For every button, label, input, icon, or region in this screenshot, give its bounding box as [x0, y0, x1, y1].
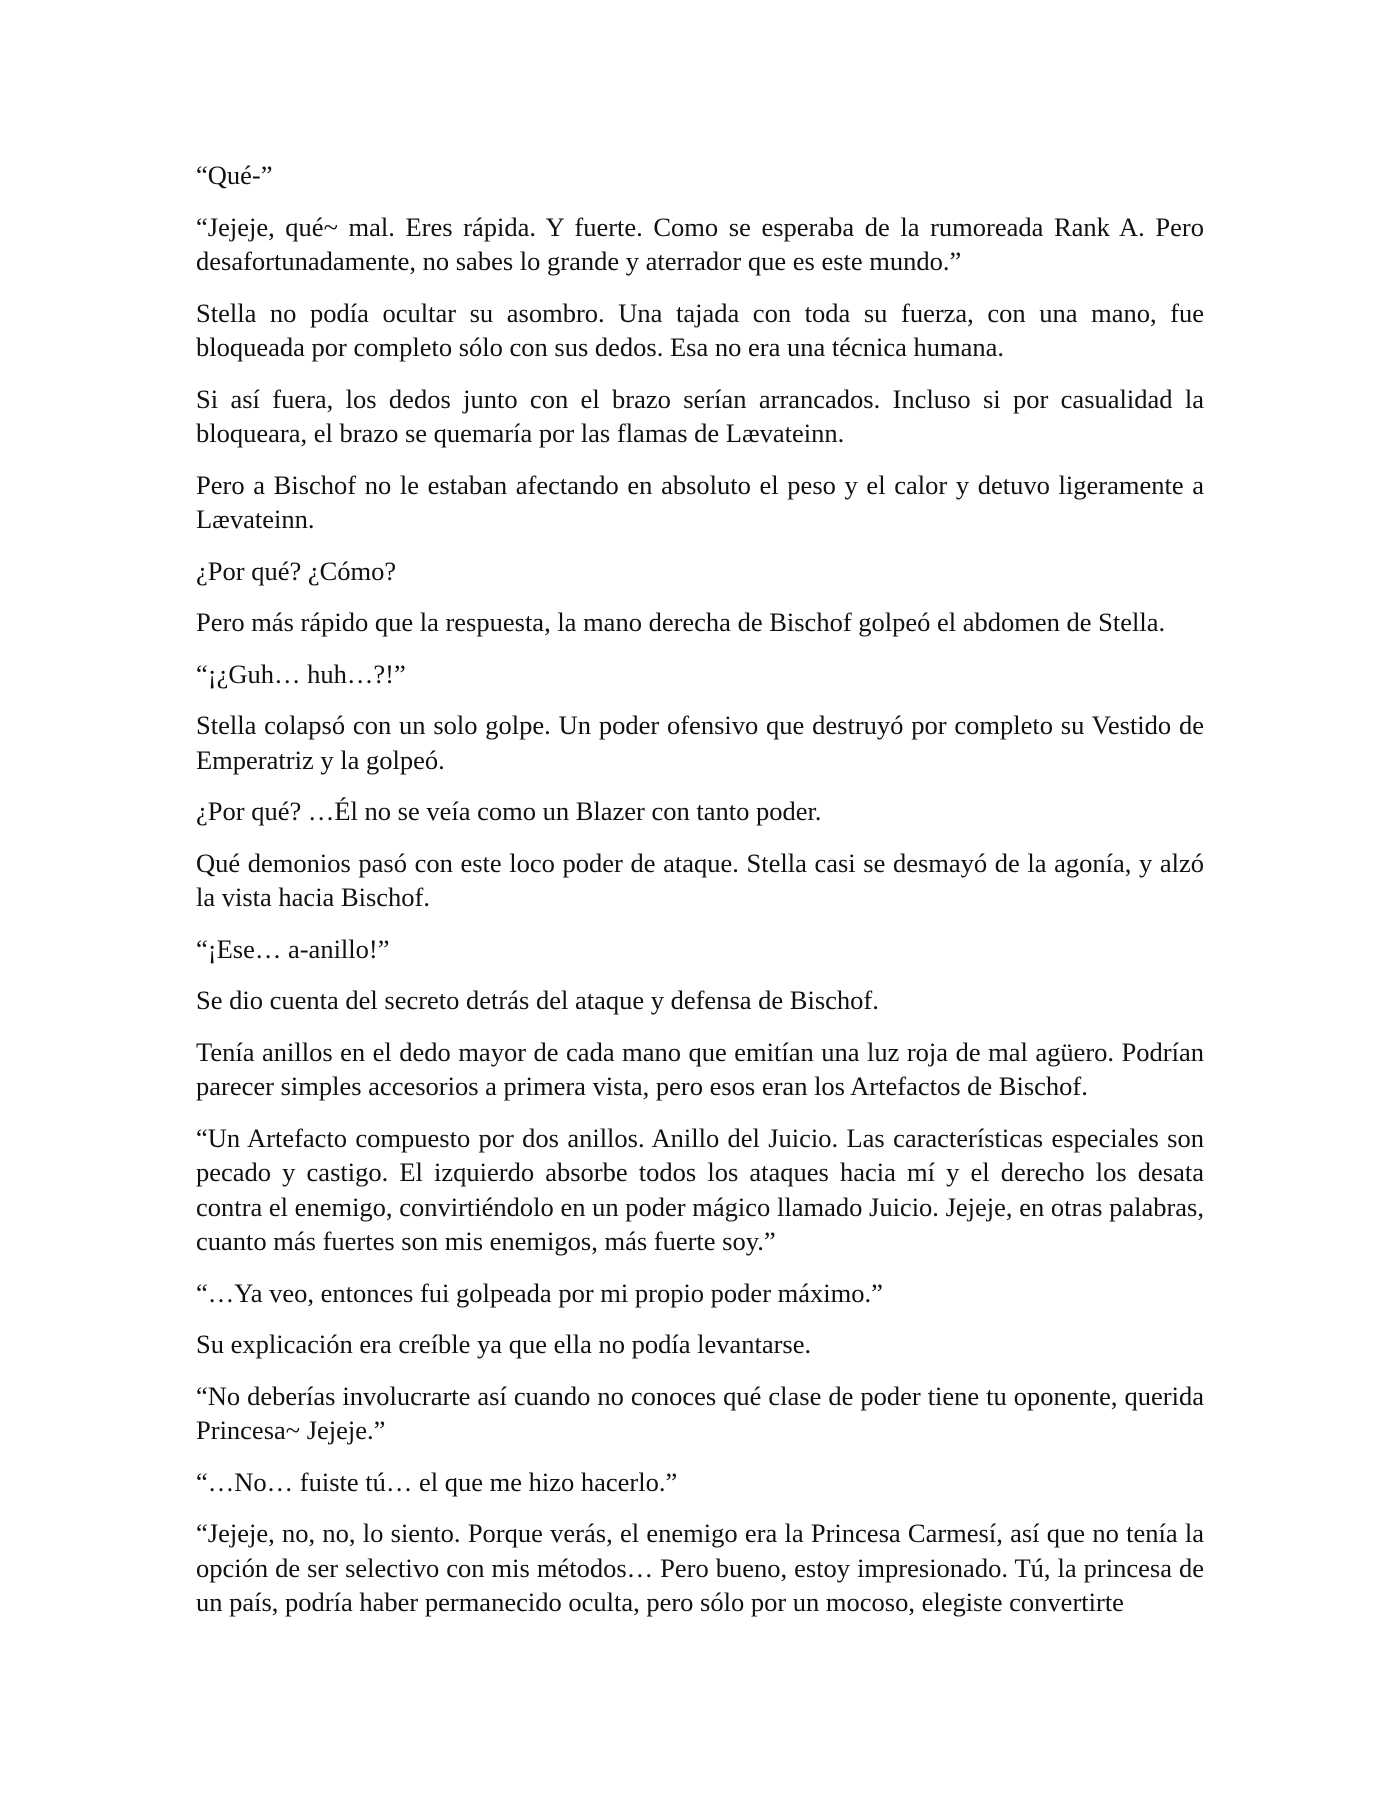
paragraph: “¡Ese… a-anillo!” [196, 933, 390, 964]
paragraph: Qué demonios pasó con este loco poder de ataque. Stella casi se desmayó de la agonía, y alzó la vista hacia Bischof. [196, 847, 1204, 912]
paragraph: “Un Artefacto compuesto por dos anillos. Anillo del Juicio. Las características especiales son pecado y castigo. El izquierdo absorbe todos los ataques hacia mí y el derecho los desata contra el enemigo, convirtiéndolo en un poder mágico llamado Juicio. Jejeje, en otras palabras, cuanto más fuertes son mis enemigos, más fuerte soy.” [196, 1122, 1204, 1256]
paragraph: ¿Por qué? …Él no se veía como un Blazer con tanto poder. [196, 796, 822, 826]
paragraph: Stella no podía ocultar su asombro. Una tajada con toda su fuerza, con una mano, fue bloqueada por completo sólo con sus dedos. Esa no era una técnica humana. [196, 297, 1204, 362]
paragraph: Su explicación era creíble ya que ella no podía levantarse. [196, 1329, 812, 1359]
paragraph: Si así fuera, los dedos junto con el brazo serían arrancados. Incluso si por casualidad la bloqueara, el brazo se quemaría por las flamas de Lævateinn. [196, 383, 1204, 448]
paragraph: Se dio cuenta del secreto detrás del ataque y defensa de Bischof. [196, 985, 879, 1015]
paragraph: “Jejeje, qué~ mal. Eres rápida. Y fuerte. Como se esperaba de la rumoreada Rank A. Pero desafortunadamente, no sabes lo grande y aterrador que es este mundo.” [196, 211, 1204, 276]
paragraph: “No deberías involucrarte así cuando no conoces qué clase de poder tiene tu oponente, querida Princesa~ Jejeje.” [196, 1380, 1204, 1445]
paragraph: “…No… fuiste tú… el que me hizo hacerlo.” [196, 1466, 678, 1497]
paragraph: Pero a Bischof no le estaban afectando en absoluto el peso y el calor y detuvo ligeramente a Lævateinn. [196, 469, 1204, 534]
paragraph: Stella colapsó con un solo golpe. Un poder ofensivo que destruyó por completo su Vestido de Emperatriz y la golpeó. [196, 710, 1204, 775]
paragraph: Pero más rápido que la respuesta, la mano derecha de Bischof golpeó el abdomen de Stella. [196, 607, 1166, 637]
paragraph: “¡¿Guh… huh…?!” [196, 658, 406, 689]
paragraph: ¿Por qué? ¿Cómo? [196, 555, 397, 586]
page-body-text [196, 158, 1204, 1637]
paragraph: Tenía anillos en el dedo mayor de cada mano que emitían una luz roja de mal agüero. Podrían parecer simples accesorios a primera vista, pero esos eran los Artefactos de Bischof. [196, 1036, 1204, 1101]
paragraph: “Qué-” [196, 160, 273, 190]
paragraph: “Jejeje, no, no, lo siento. Porque verás, el enemigo era la Princesa Carmesí, así que no tenía la opción de ser selectivo con mis métodos… Pero bueno, estoy impresionado. Tú, la princesa de un país, podría haber permanecido oculta, pero sólo por un mocoso, elegiste convertirte [196, 1518, 1204, 1617]
paragraph: “…Ya veo, entonces fui golpeada por mi propio poder máximo.” [196, 1277, 883, 1308]
